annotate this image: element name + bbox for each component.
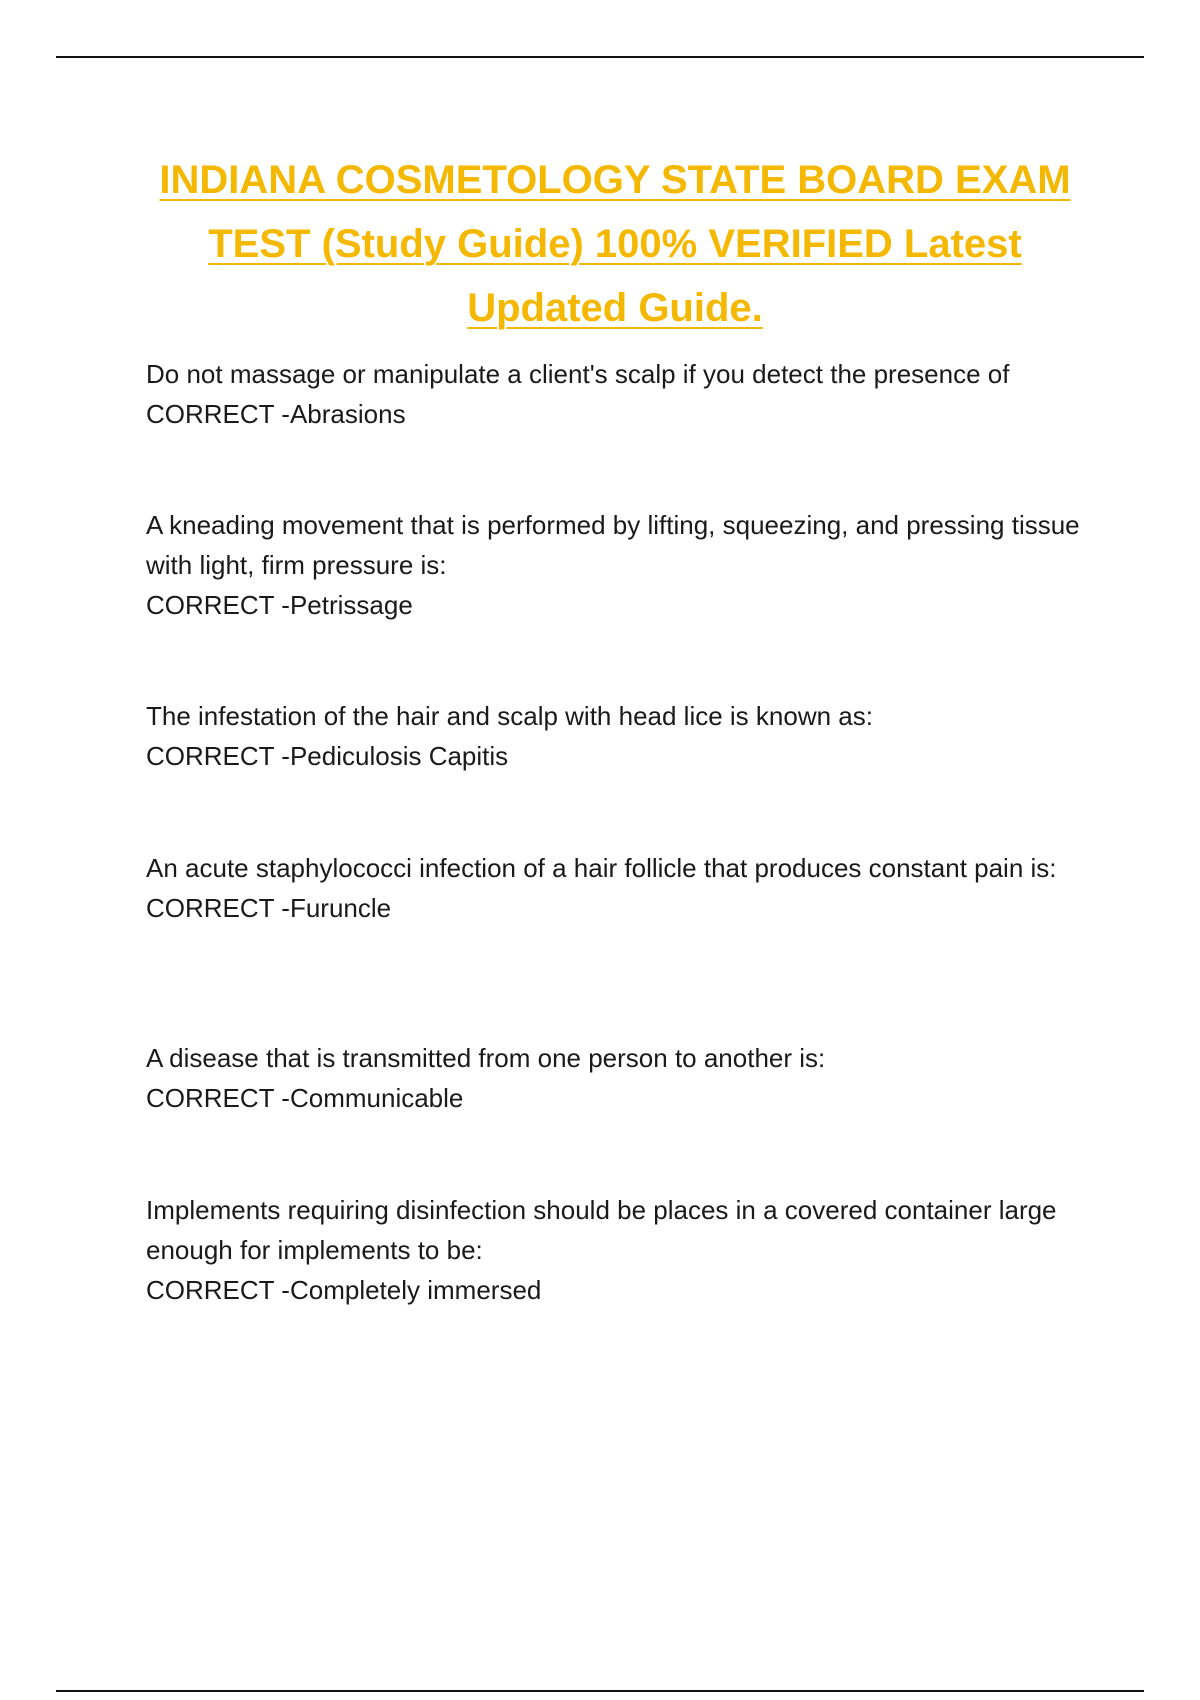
question-text: The infestation of the hair and scalp with head lice is known as:: [146, 701, 873, 731]
top-rule: [56, 56, 1144, 58]
question-text: Do not massage or manipulate a client's scalp if you detect the presence of: [146, 359, 1010, 389]
qa-item: [146, 1038, 1106, 1118]
title-line: TEST (Study Guide) 100% VERIFIED Latest: [208, 222, 1022, 266]
answer-text: CORRECT -Furuncle: [146, 893, 392, 923]
answer-text: CORRECT -Communicable: [146, 1083, 464, 1113]
question-text: A kneading movement that is performed by lifting, squeezing, and pressing tissue with light, firm pressure is:: [146, 510, 1080, 580]
qa-item: [146, 1190, 1106, 1310]
qa-item: [146, 848, 1106, 928]
question-text: A disease that is transmitted from one person to another is:: [146, 1043, 826, 1073]
qa-item: [146, 696, 1106, 776]
answer-text: CORRECT -Completely immersed: [146, 1275, 542, 1305]
qa-item: [146, 354, 1106, 434]
answer-text: CORRECT -Abrasions: [146, 399, 406, 429]
document-title: [140, 148, 1090, 340]
qa-item: [146, 505, 1106, 625]
bottom-rule: [56, 1690, 1144, 1692]
question-text: Implements requiring disinfection should be places in a covered container large enough for implements to be:: [146, 1195, 1057, 1265]
answer-text: CORRECT -Petrissage: [146, 590, 413, 620]
title-line: Updated Guide.: [467, 286, 763, 330]
title-line: INDIANA COSMETOLOGY STATE BOARD EXAM: [159, 158, 1071, 202]
answer-text: CORRECT -Pediculosis Capitis: [146, 741, 509, 771]
question-text: An acute staphylococci infection of a hair follicle that produces constant pain is:: [146, 853, 1057, 883]
